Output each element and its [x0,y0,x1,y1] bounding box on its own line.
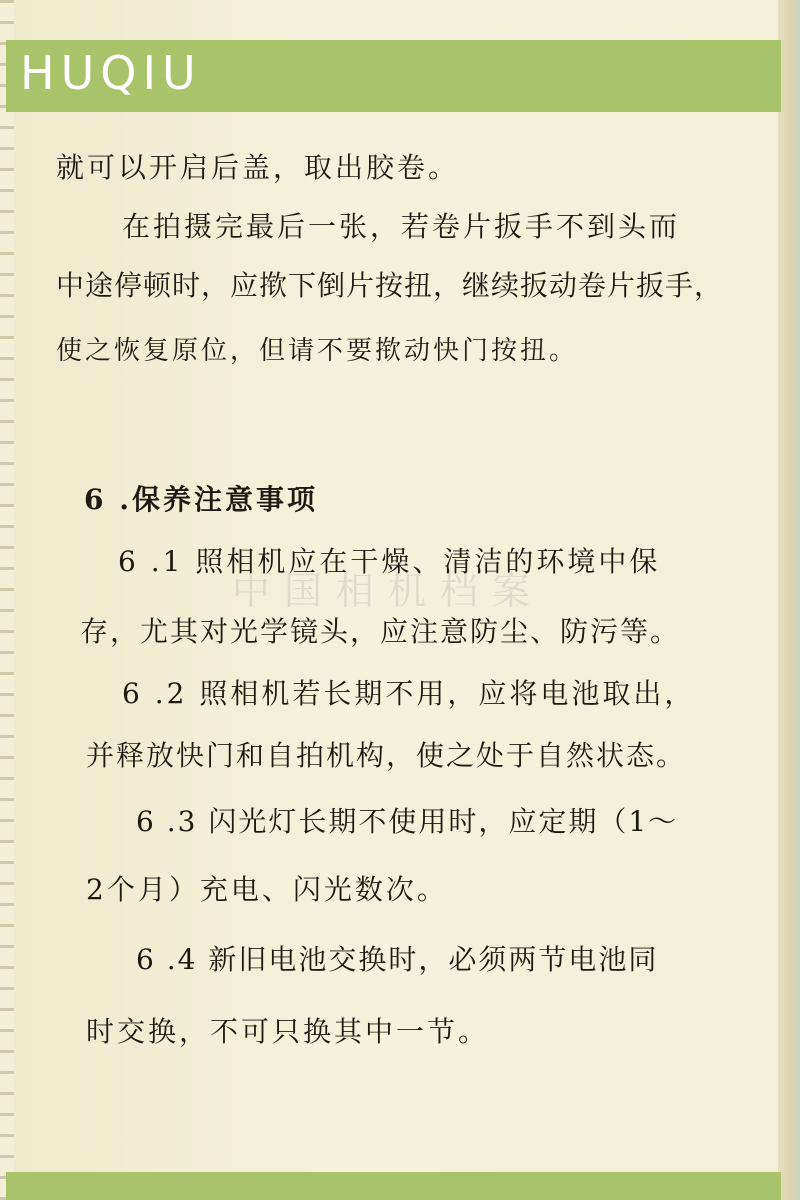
brand-title: HUQIU [20,46,202,100]
footer-band [6,1172,781,1200]
item-6-2-line-1: 6 .2 照相机若长期不用，应将电池取出， [122,677,696,710]
spiral-binding [0,0,14,1200]
item-6-1-line-2: 存，尤其对光学镜头，应注意防尘、防污等。 [80,615,681,648]
item-6-3-line-1: 6 .3 闪光灯长期不使用时，应定期（1～ [136,805,679,838]
item-6-4-line-2: 时交换，不可只换其中一节。 [86,1015,490,1048]
body-line-3: 中途停顿时，应揿下倒片按扭，继续扳动卷片扳手， [56,269,724,302]
watermark: 中国相机档案 [232,569,545,613]
item-6-2-line-2: 并释放快门和自拍机构，使之处于自然状态。 [86,739,687,772]
item-6-4-line-1: 6 .4 新旧电池交换时，必须两节电池同 [136,943,659,976]
section-heading: 6 .保养注意事项 [84,483,318,516]
item-6-3-line-2: 2个月）充电、闪光数次。 [86,873,448,906]
page-edge [778,0,800,1200]
body-line-4: 使之恢复原位，但请不要揿动快门按扭。 [56,336,579,366]
body-line-1: 就可以开启后盖，取出胶卷。 [56,151,460,184]
item-6-1-line-1: 6 .1 照相机应在干燥、清洁的环境中保 [118,545,661,578]
body-line-2: 在拍摄完最后一张，若卷片扳手不到头而 [122,210,681,243]
